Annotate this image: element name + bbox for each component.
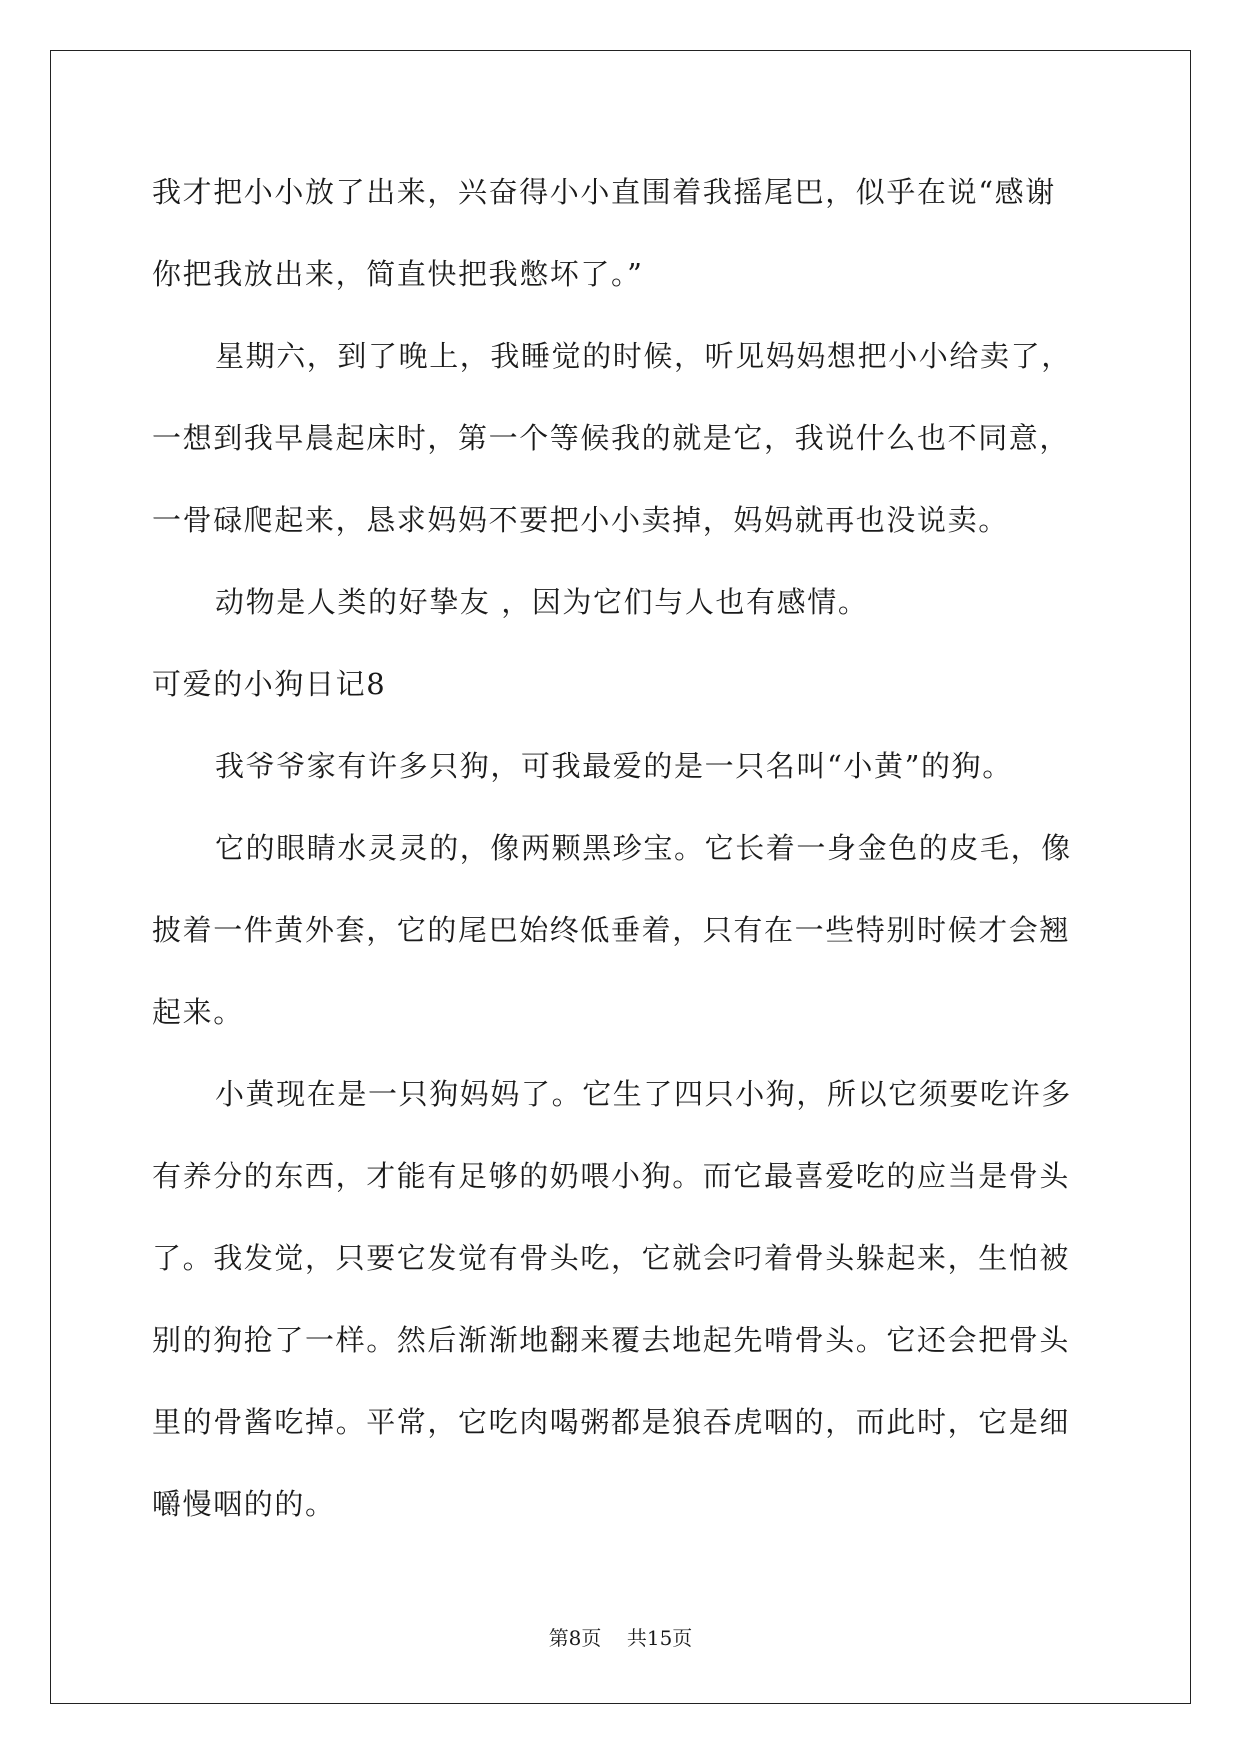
body-line-4: 一想到我早晨起床时，第一个等候我的就是它，我说什么也不同意， xyxy=(152,421,1071,455)
body-line-2: 你把我放出来，简直快把我憋坏了。” xyxy=(152,257,644,291)
body-line-3: 星期六，到了晚上，我睡觉的时候，听见妈妈想把小小给卖了， xyxy=(215,339,1072,373)
body-line-14: 了。我发觉，只要它发觉有骨头吃，它就会叼着骨头躲起来，生怕被 xyxy=(152,1241,1071,1275)
body-line-5: 一骨碌爬起来，恳求妈妈不要把小小卖掉，妈妈就再也没说卖。 xyxy=(152,503,1009,537)
body-line-15: 别的狗抢了一样。然后渐渐地翻来覆去地起先啃骨头。它还会把骨头 xyxy=(152,1323,1071,1357)
body-line-6: 动物是人类的好挚友 ，因为它们与人也有感情。 xyxy=(215,585,869,619)
page-number-footer: 第8页 共15页 xyxy=(548,1626,693,1650)
body-line-17: 嚼慢咽的的。 xyxy=(152,1487,336,1521)
body-line-10: 披着一件黄外套，它的尾巴始终低垂着，只有在一些特别时候才会翘 xyxy=(152,913,1071,947)
body-line-11: 起来。 xyxy=(152,995,244,1029)
body-line-13: 有养分的东西，才能有足够的奶喂小狗。而它最喜爱吃的应当是骨头 xyxy=(152,1159,1071,1193)
body-line-16: 里的骨酱吃掉。平常，它吃肉喝粥都是狼吞虎咽的，而此时，它是细 xyxy=(152,1405,1071,1439)
page-border xyxy=(50,50,1191,1704)
body-line-12: 小黄现在是一只狗妈妈了。它生了四只小狗，所以它须要吃许多 xyxy=(215,1077,1072,1111)
section-heading: 可爱的小狗日记8 xyxy=(152,667,387,701)
body-line-9: 它的眼睛水灵灵的，像两颗黑珍宝。它长着一身金色的皮毛，像 xyxy=(215,831,1072,865)
body-line-8: 我爷爷家有许多只狗，可我最爱的是一只名叫“小黄”的狗。 xyxy=(215,749,1013,783)
body-line-1: 我才把小小放了出来，兴奋得小小直围着我摇尾巴，似乎在说“感谢 xyxy=(152,175,1056,209)
